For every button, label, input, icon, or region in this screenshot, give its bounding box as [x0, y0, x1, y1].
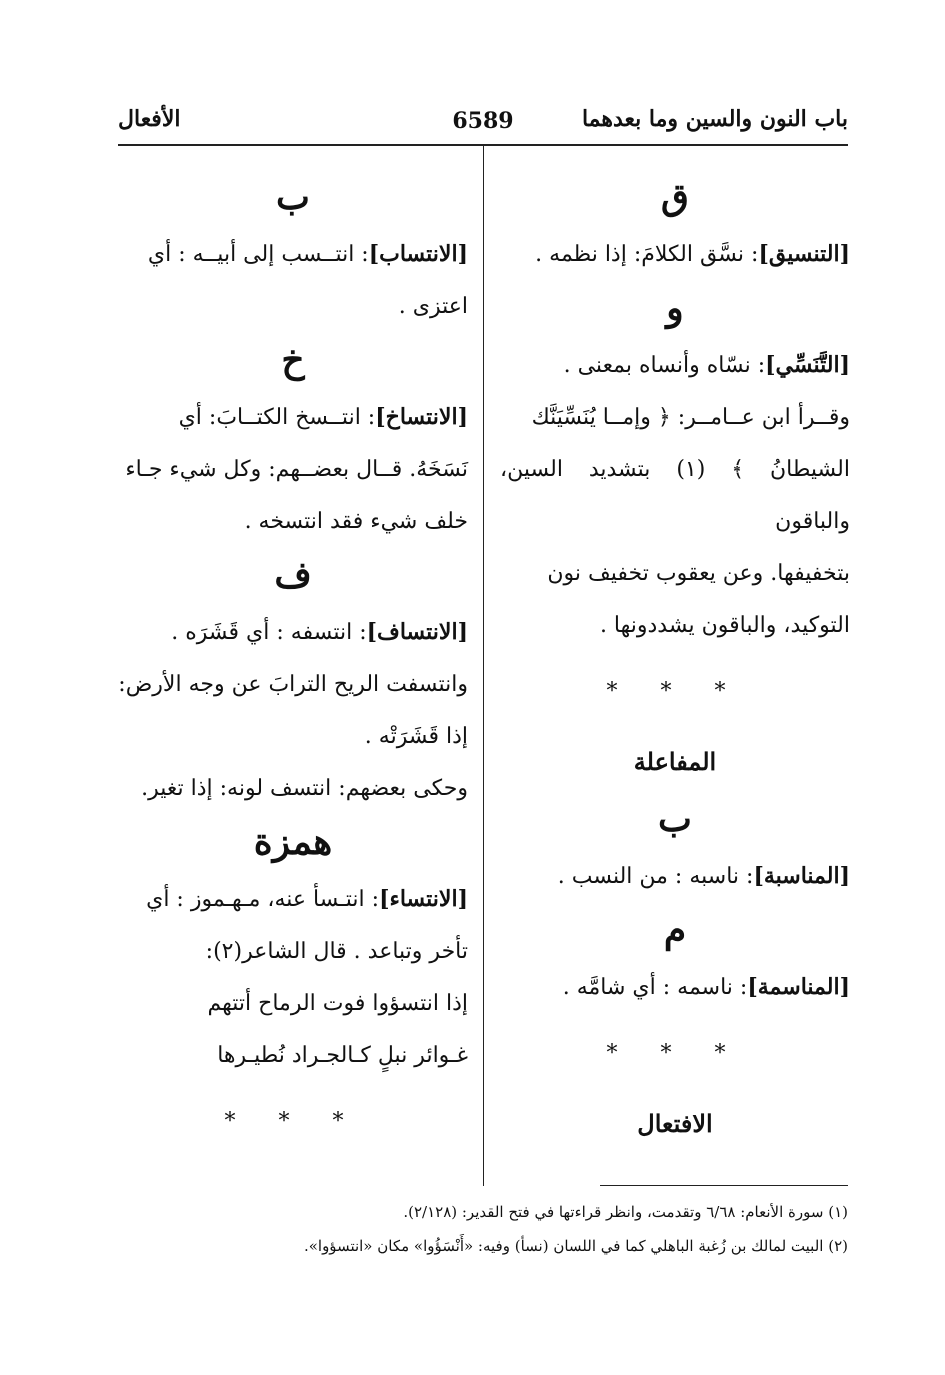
- footnote-rule: [600, 1185, 848, 1186]
- entry-definition: : انتسفه : أي قَشَرَه .: [171, 620, 367, 645]
- section-separator: * * *: [606, 679, 744, 704]
- right-column: [500, 170, 850, 1154]
- entry-definition: : ناسمه : أي شامَّه .: [562, 975, 748, 1000]
- section-title: الأفعال: [118, 106, 181, 132]
- entry-definition: : انتـسأ عنه، مـهـموز : أي: [146, 887, 380, 912]
- entry-munasaba: [500, 850, 850, 903]
- entry-tanassi: [500, 339, 850, 392]
- letter-heading-fa: ف: [274, 554, 312, 596]
- entry-definition: : انتــسب إلى أبيــه : أي: [147, 242, 369, 267]
- entry-definition: : ناسبه : من النسب .: [557, 864, 754, 889]
- entry-intisaf: [118, 606, 468, 659]
- chapter-title: باب النون والسين وما بعدهما: [581, 106, 848, 132]
- letter-heading-waw: و: [666, 287, 684, 329]
- poem-line: غـوائر نبلٍ كـالجـراد نُطيـرها: [217, 1043, 468, 1068]
- entry-term: [الانتساخ]: [375, 404, 468, 430]
- entry-definition: : نسَّق الكلامَ: إذا نظمه .: [535, 242, 759, 267]
- footnote-1: (١) سورة الأنعام: ٦/٦٨ وتقدمت، وانظر قراءتها في فتح القدير: (٢/١٢٨).: [403, 1203, 848, 1221]
- paragraph-line: خلف شيء فقد انتسخه .: [244, 509, 468, 534]
- entry-term: [الانتساب]: [368, 241, 468, 267]
- entry-term: [التنسيق]: [758, 241, 850, 267]
- left-column: [118, 170, 468, 1162]
- paragraph-line: وقــرأ ابن عــامــر: ﴿ وإمــا يُنَسِّيَنَّك: [531, 405, 850, 430]
- entry-definition: : انتــسخ الكتــابَ: أي: [178, 405, 376, 430]
- letter-heading-hamza: همزة: [253, 821, 333, 863]
- entry-munasama: [500, 961, 850, 1014]
- paragraph-line: وانتسفت الريح الترابَ عن وجه الأرض:: [118, 672, 468, 697]
- entry-term: [الانتساء]: [379, 886, 468, 912]
- paragraph-line: الشيطانُ ﴾ (١) بتشديد السين، والباقون: [500, 457, 851, 534]
- paragraph-line: بتخفيفها. وعن يعقوب تخفيف نون: [547, 561, 850, 586]
- section-separator: * * *: [606, 1041, 744, 1066]
- entry-intisakh: [118, 391, 468, 444]
- paragraph-line: إذا قَشَرَتْه .: [364, 724, 468, 749]
- entry-term: [المناسمة]: [747, 974, 850, 1000]
- paragraph-line: التوكيد، والباقون يشددونها .: [599, 613, 850, 638]
- section-heading-iftial: الافتعال: [637, 1109, 713, 1138]
- section-heading-mufaala: المفاعلة: [633, 747, 717, 776]
- paragraph-line: وحكى بعضهم: انتسف لونه: إذا تغير.: [141, 776, 468, 801]
- entry-term: [التَّنَسِّي]: [765, 352, 850, 378]
- letter-heading-kha: خ: [281, 339, 305, 381]
- letter-heading-mim: م: [663, 909, 687, 951]
- page-header: [118, 100, 848, 146]
- entry-intisa: [118, 873, 468, 926]
- letter-heading-ba: ب: [276, 176, 310, 218]
- entry-term: [الانتساف]: [366, 619, 468, 645]
- entry-definition: : نسّاه وأنساه بمعنى .: [563, 353, 766, 378]
- section-separator: * * *: [224, 1109, 362, 1134]
- page-number: 6589: [452, 108, 514, 134]
- paragraph-line: تأخر وتباعد . قال الشاعر(٢):: [205, 939, 468, 964]
- poem-line: إذا انتسؤوا فوت الرماح أتتهم: [207, 991, 468, 1016]
- entry-tansiq: [500, 228, 850, 281]
- entry-term: [المناسبة]: [753, 863, 850, 889]
- entry-intisab: [118, 228, 468, 281]
- paragraph-line: اعتزى .: [398, 294, 468, 319]
- letter-heading-ba: ب: [658, 798, 692, 840]
- footnote-2: (٢) البيت لمالك بن زُغبة الباهلي كما في اللسان (نسأ) وفيه: «أَنْسَؤُوا» مكان «انتسؤوا».: [303, 1237, 848, 1255]
- footnotes: [118, 1195, 848, 1263]
- letter-heading-qaf: ق: [661, 176, 689, 218]
- column-divider: [483, 146, 484, 1186]
- paragraph-line: نَسَخَهُ. قــال بعضــهم: وكل شيء جـاء: [125, 457, 468, 482]
